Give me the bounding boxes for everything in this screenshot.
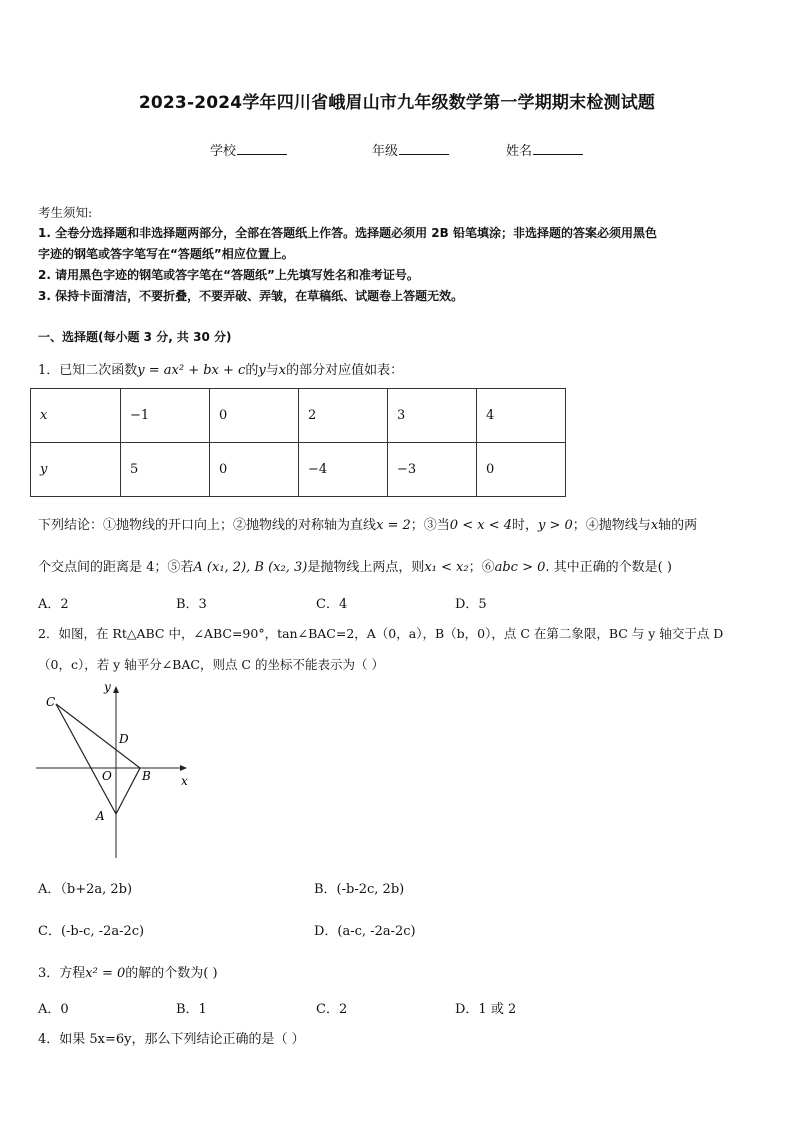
grade-blank[interactable] (399, 142, 449, 155)
table-cell: 0 (210, 389, 299, 443)
q2-option-d[interactable]: D．(a-c, -2a-2c) (314, 924, 416, 939)
notice-heading: 考生须知: (38, 205, 93, 220)
q2-stem-line1: 2．如图，在 Rt△ABC 中，∠ABC=90°，tan∠BAC=2，A（0，a），B（b，0），点 C 在第二象限，BC 与 y 轴交于点 D (38, 626, 724, 641)
grade-label: 年级 (372, 144, 399, 159)
grade-field[interactable] (372, 140, 449, 159)
q1-l2-math: abc > 0 (494, 560, 546, 575)
q3-tail: 的解的个数为( ) (125, 966, 218, 981)
table-cell: 0 (477, 443, 566, 497)
notice-item-2: 2. 请用黑色字迹的钢笔或答字笔在“答题纸”上先填写姓名和准考证号。 (38, 268, 419, 282)
q1-l1-text: 轴的两 (658, 518, 698, 533)
q1-l1-text: ；④抛物线与 (572, 518, 651, 533)
q1-l2-text: 是抛物线上两点，则 (307, 560, 425, 575)
table-cell: 5 (121, 443, 210, 497)
table-row (31, 389, 566, 443)
school-field[interactable] (210, 140, 287, 159)
notice-item-3: 3. 保持卡面清洁，不要折叠，不要弄破、弄皱，在草稿纸、试题卷上答题无效。 (38, 289, 464, 303)
q3-stem (38, 962, 218, 981)
q1-l2-text: . 其中正确的个数是( ) (545, 560, 672, 575)
table-cell: 4 (477, 389, 566, 443)
label-x: x (181, 774, 188, 788)
q1-mid2: 与 (265, 363, 279, 378)
name-field[interactable] (506, 140, 583, 159)
q1-l2-text: ；⑥ (468, 560, 495, 575)
q1-conclusions-line2 (38, 556, 672, 575)
label-d: D (119, 732, 129, 746)
q1-formula: y = ax² + bx + c (137, 363, 246, 378)
name-label: 姓名 (506, 144, 533, 159)
q1-var-x: x (278, 363, 287, 378)
name-blank[interactable] (533, 142, 583, 155)
q4-stem: 4．如果 5x=6y，那么下列结论正确的是（ ） (38, 1032, 305, 1047)
q1-lead: 1．已知二次函数 (38, 363, 138, 378)
q2-option-c[interactable]: C．(-b-c, -2a-2c) (38, 924, 145, 939)
q1-stem (38, 359, 403, 378)
label-a: A (96, 809, 105, 823)
table-cell: x (31, 389, 121, 443)
q3-option-c[interactable]: C．2 (316, 1002, 348, 1017)
q1-l1-text: 时， (512, 518, 539, 533)
q3-formula: x² = 0 (85, 966, 126, 981)
q1-l1-text: ；③当 (410, 518, 450, 533)
table-cell: 2 (299, 389, 388, 443)
table-cell: y (31, 443, 121, 497)
label-b: B (142, 769, 151, 783)
label-o: O (102, 769, 112, 783)
q1-l1-math: x (650, 518, 659, 533)
q1-option-d[interactable]: D．5 (455, 597, 487, 612)
table-row (31, 443, 566, 497)
triangle-abc (56, 704, 140, 814)
x-axis-arrow-icon (180, 765, 187, 771)
q1-option-b[interactable]: B．3 (176, 597, 207, 612)
table-cell: 0 (210, 443, 299, 497)
q1-l2-text: 个交点间的距离是 4；⑤若 (38, 560, 194, 575)
q1-l2-math: A (x₁, 2), B (x₂, 3) (193, 560, 308, 575)
section-heading: 一、选择题(每小题 3 分, 共 30 分) (38, 330, 232, 344)
q1-option-c[interactable]: C．4 (316, 597, 348, 612)
q2-figure (30, 678, 200, 862)
q3-option-b[interactable]: B．1 (176, 1002, 207, 1017)
table-cell: −3 (388, 443, 477, 497)
q1-l1-text: 下列结论：①抛物线的开口向上；②抛物线的对称轴为直线 (38, 518, 377, 533)
q1-var-y: y (258, 363, 266, 378)
q1-option-a[interactable]: A．2 (38, 597, 69, 612)
notice-item-1: 1. 全卷分选择题和非选择题两部分，全部在答题纸上作答。选择题必须用 2B 铅笔填涂；非选择题的答案必须用黑色 (38, 226, 657, 240)
q1-value-table (30, 388, 566, 497)
q3-lead: 3．方程 (38, 966, 86, 981)
label-y: y (104, 680, 111, 694)
q3-option-d[interactable]: D．1 或 2 (455, 1002, 517, 1017)
school-blank[interactable] (237, 142, 287, 155)
label-c: C (46, 695, 56, 709)
notice-item-1-cont: 字迹的钢笔或答字笔写在“答题纸”相应位置上。 (38, 247, 294, 261)
q1-conclusions-line1 (38, 514, 697, 533)
q3-option-a[interactable]: A．0 (38, 1002, 69, 1017)
page-title: 2023-2024学年四川省峨眉山市九年级数学第一学期期末检测试题 (138, 93, 656, 113)
q2-option-b[interactable]: B．(-b-2c, 2b) (314, 882, 405, 897)
table-cell: 3 (388, 389, 477, 443)
q2-stem-line2: （0，c），若 y 轴平分∠BAC，则点 C 的坐标不能表示为（ ） (38, 657, 384, 672)
y-axis-arrow-icon (113, 686, 119, 693)
q1-l1-math: y > 0 (538, 518, 573, 533)
q1-l2-math: x₁ < x₂ (424, 560, 469, 575)
q1-l1-math: x = 2 (376, 518, 411, 533)
school-label: 学校 (210, 144, 237, 159)
q2-option-a[interactable]: A．（b+2a, 2b) (38, 882, 133, 897)
q1-l1-math: 0 < x < 4 (449, 518, 512, 533)
q1-tail: 的部分对应值如表： (286, 363, 404, 378)
q1-mid1: 的 (245, 363, 259, 378)
table-cell: −4 (299, 443, 388, 497)
table-cell: −1 (121, 389, 210, 443)
